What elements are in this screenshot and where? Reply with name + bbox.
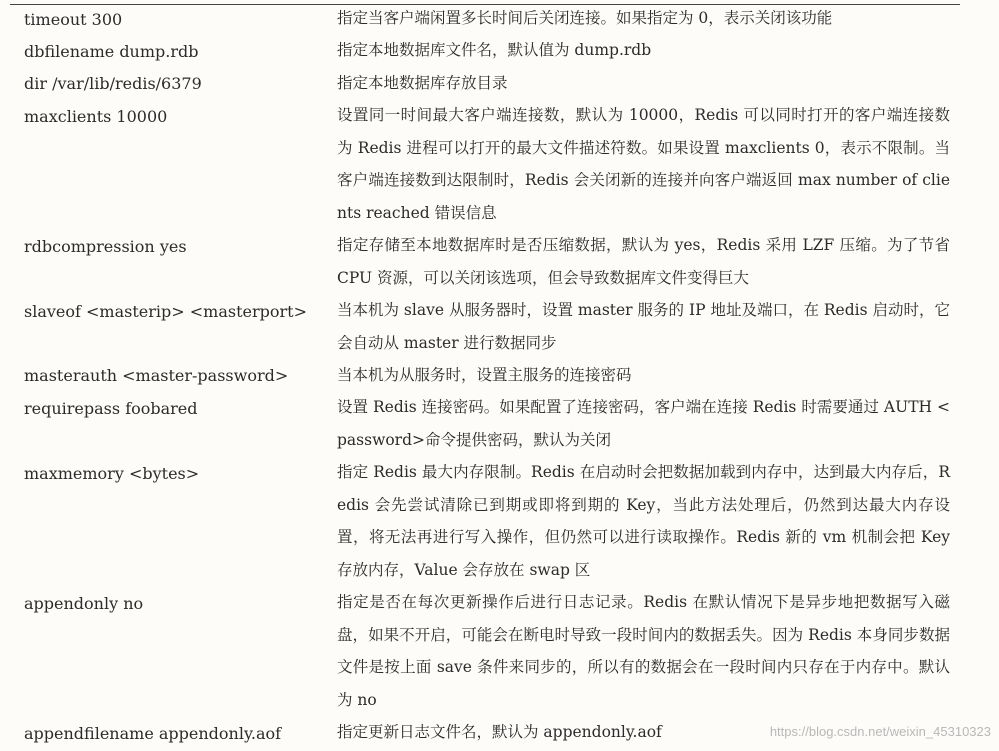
param-description: 当本机为从服务时，设置主服务的连接密码 bbox=[337, 366, 632, 384]
param-name: appendonly no bbox=[24, 594, 144, 613]
param-name: slaveof <masterip> <masterport> bbox=[24, 302, 307, 321]
param-description: 当本机为 slave 从服务器时，设置 master 服务的 IP 地址及端口，在 Redis 启动时，它会自动从 master 进行数据同步 bbox=[337, 301, 950, 352]
param-name: requirepass foobared bbox=[24, 399, 198, 418]
param-name: dir /var/lib/redis/6379 bbox=[24, 74, 202, 93]
param-description: 设置同一时间最大客户端连接数，默认为 10000，Redis 可以同时打开的客户端连接数为 Redis 进程可以打开的最大文件描述符数。如果设置 maxclients 0，表示不限制。当客户端连接数到达限制时，Redis 会关闭新的连接并向客户端返回 max number of clients reached 错误信息 bbox=[337, 106, 950, 222]
param-name: maxclients 10000 bbox=[24, 107, 168, 126]
param-name: dbfilename dump.rdb bbox=[24, 42, 199, 61]
param-name: masterauth <master-password> bbox=[24, 366, 289, 385]
param-description: 指定更新日志文件名，默认为 appendonly.aof bbox=[337, 723, 662, 741]
param-name: rdbcompression yes bbox=[24, 237, 187, 256]
param-description: 指定 Redis 最大内存限制。Redis 在启动时会把数据加载到内存中，达到最大内存后，Redis 会先尝试清除已到期或即将到期的 Key，当此方法处理后，仍然到达最大内存设置，将无法再进行写入操作，但仍然可以进行读取操作。Redis 新的 vm 机制会把 Key 存放内存，Value 会存放在 swap 区 bbox=[337, 463, 950, 579]
param-name: maxmemory <bytes> bbox=[24, 464, 200, 483]
param-description: 指定本地数据库存放目录 bbox=[337, 74, 508, 92]
watermark: https://blog.csdn.net/weixin_45310323 bbox=[769, 724, 991, 739]
param-description: 设置 Redis 连接密码。如果配置了连接密码，客户端在连接 Redis 时需要通过 AUTH <password>命令提供密码，默认为关闭 bbox=[337, 398, 950, 449]
param-description: 指定当客户端闲置多长时间后关闭连接。如果指定为 0，表示关闭该功能 bbox=[337, 9, 833, 27]
param-name: appendfilename appendonly.aof bbox=[24, 724, 282, 743]
param-name: timeout 300 bbox=[24, 10, 123, 29]
param-description: 指定是否在每次更新操作后进行日志记录。Redis 在默认情况下是异步地把数据写入磁盘，如果不开启，可能会在断电时导致一段时间内的数据丢失。因为 Redis 本身同步数据文件是按上面 save 条件来同步的，所以有的数据会在一段时间内只存在于内存中。默认为 no bbox=[337, 593, 950, 709]
param-description: 指定存储至本地数据库时是否压缩数据，默认为 yes，Redis 采用 LZF 压缩。为了节省 CPU 资源，可以关闭该选项，但会导致数据库文件变得巨大 bbox=[337, 236, 950, 287]
param-description: 指定本地数据库文件名，默认值为 dump.rdb bbox=[337, 41, 652, 59]
